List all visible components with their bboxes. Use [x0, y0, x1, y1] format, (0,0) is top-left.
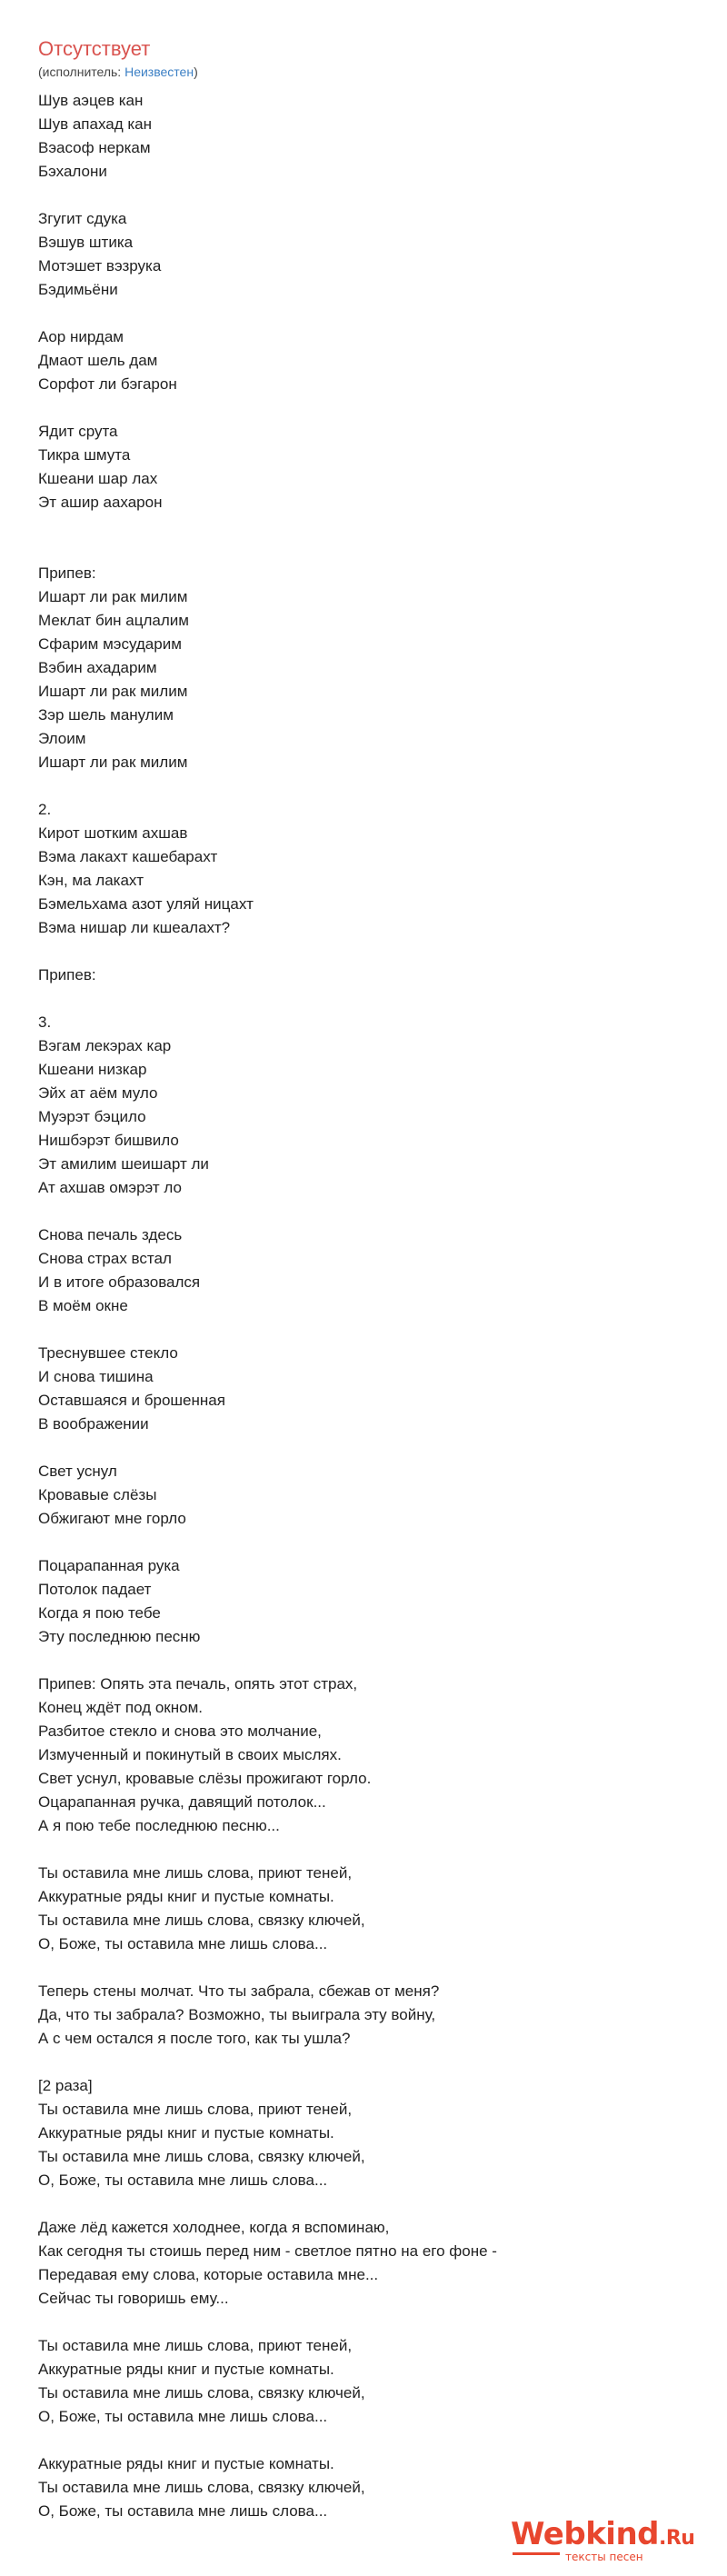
- lyric-line: Ты оставила мне лишь слова, связку ключей,: [38, 2479, 365, 2496]
- lyric-line: Вэасоф неркам: [38, 139, 151, 156]
- lyric-line: Згугит сдука: [38, 210, 127, 227]
- lyric-line: Эт ашир аахарон: [38, 494, 163, 511]
- lyrics-text: [38, 89, 692, 2523]
- lyric-line: Аккуратные ряды книг и пустые комнаты.: [38, 2361, 334, 2378]
- lyric-line: Даже лёд кажется холоднее, когда я вспоминаю,: [38, 2219, 390, 2236]
- artist-suffix: ): [194, 65, 198, 79]
- lyric-blank-line: [38, 302, 692, 325]
- lyric-line: Ишарт ли рак милим: [38, 754, 188, 771]
- lyric-line: Ты оставила мне лишь слова, связку ключей,: [38, 1912, 365, 1929]
- lyric-line: Бэхалони: [38, 163, 107, 180]
- lyric-line: Муэрэт бэцило: [38, 1108, 146, 1125]
- lyric-line: Вэма лакахт кашебарахт: [38, 848, 218, 865]
- lyric-line: Треснувшее стекло: [38, 1344, 178, 1362]
- lyric-line: Аккуратные ряды книг и пустые комнаты.: [38, 1888, 334, 1905]
- lyric-line: Шув апахад кан: [38, 115, 153, 133]
- lyric-line: Припев:: [38, 966, 96, 983]
- lyric-line: Снова страх встал: [38, 1250, 172, 1267]
- lyric-blank-line: [38, 1200, 692, 1223]
- lyric-line: О, Боже, ты оставила мне лишь слова...: [38, 1935, 328, 1952]
- lyric-blank-line: [38, 2311, 692, 2334]
- lyric-line: О, Боже, ты оставила мне лишь слова...: [38, 2172, 328, 2189]
- lyric-line: Ты оставила мне лишь слова, связку ключей,: [38, 2148, 365, 2165]
- lyric-line: Сейчас ты говоришь ему...: [38, 2290, 229, 2307]
- lyric-line: Кэн, ма лакахт: [38, 872, 144, 889]
- lyric-line: Теперь стены молчат. Что ты забрала, сбежав от меня?: [38, 1982, 440, 2000]
- lyric-line: Кшеани шар лах: [38, 470, 158, 487]
- lyric-line: 2.: [38, 801, 52, 818]
- lyric-line: Свет уснул: [38, 1463, 117, 1480]
- lyric-blank-line: [38, 396, 692, 420]
- artist-line: [38, 64, 692, 80]
- lyric-blank-line: [38, 1531, 692, 1554]
- lyric-line: И в итоге образовался: [38, 1273, 201, 1291]
- lyric-line: Ты оставила мне лишь слова, связку ключей,: [38, 2384, 365, 2401]
- lyric-line: В воображении: [38, 1415, 149, 1433]
- lyric-line: Аор нирдам: [38, 328, 124, 345]
- site-logo[interactable]: [511, 2516, 711, 2563]
- lyric-blank-line: [38, 538, 692, 562]
- logo-tagline: тексты песен: [565, 2551, 643, 2563]
- lyric-line: О, Боже, ты оставила мне лишь слова...: [38, 2502, 328, 2520]
- lyric-blank-line: [38, 1838, 692, 1862]
- lyric-line: Мотэшет вэзрука: [38, 257, 162, 275]
- lyric-line: Оцарапанная ручка, давящий потолок...: [38, 1793, 326, 1811]
- lyric-line: Сфарим мэсударим: [38, 635, 182, 653]
- lyric-line: Кровавые слёзы: [38, 1486, 157, 1503]
- logo-underline: [513, 2552, 560, 2555]
- lyric-blank-line: [38, 1436, 692, 1460]
- lyric-line: Сорфот ли бэгарон: [38, 375, 177, 393]
- lyric-line: Потолок падает: [38, 1581, 152, 1598]
- lyric-blank-line: [38, 2429, 692, 2452]
- lyric-line: Тикра шмута: [38, 446, 131, 464]
- lyric-line: Эйх ат аём муло: [38, 1084, 158, 1102]
- lyric-line: Эту последнюю песню: [38, 1628, 201, 1645]
- lyric-line: Ишарт ли рак милим: [38, 683, 188, 700]
- lyric-line: А я пою тебе последнюю песню...: [38, 1817, 280, 1834]
- lyric-blank-line: [38, 2192, 692, 2216]
- lyric-line: Бэдимьёни: [38, 281, 118, 298]
- lyrics-page: [38, 36, 692, 2523]
- lyric-line: Зэр шель манулим: [38, 706, 174, 724]
- lyric-blank-line: [38, 184, 692, 207]
- logo-name: Webkind: [511, 2516, 659, 2552]
- lyric-line: Вэшув штика: [38, 234, 134, 251]
- lyric-line: А с чем остался я после того, как ты ушла?: [38, 2030, 351, 2047]
- lyric-line: Ишарт ли рак милим: [38, 588, 188, 605]
- lyric-line: Нишбэрэт бишвило: [38, 1132, 179, 1149]
- lyric-line: Ат ахшав омэрэт ло: [38, 1179, 182, 1196]
- lyric-line: Измученный и покинутый в своих мыслях.: [38, 1746, 342, 1763]
- lyric-blank-line: [38, 987, 692, 1011]
- lyric-line: Припев:: [38, 564, 96, 582]
- lyric-line: Аккуратные ряды книг и пустые комнаты.: [38, 2124, 334, 2142]
- lyric-line: [2 раза]: [38, 2077, 93, 2094]
- lyric-line: Свет уснул, кровавые слёзы прожигают горло.: [38, 1770, 372, 1787]
- lyric-line: Снова печаль здесь: [38, 1226, 183, 1243]
- lyric-line: Разбитое стекло и снова это молчание,: [38, 1722, 322, 1740]
- lyric-line: И снова тишина: [38, 1368, 154, 1385]
- lyric-line: Ты оставила мне лишь слова, приют теней,: [38, 1864, 353, 1882]
- lyric-line: Припев: Опять эта печаль, опять этот страх,: [38, 1675, 358, 1692]
- lyric-line: О, Боже, ты оставила мне лишь слова...: [38, 2408, 328, 2425]
- lyric-line: Как сегодня ты стоишь перед ним - светлое пятно на его фоне -: [38, 2242, 497, 2260]
- lyric-line: Шув аэцев кан: [38, 92, 144, 109]
- lyric-line: Конец ждёт под окном.: [38, 1699, 203, 1716]
- lyric-line: Ты оставила мне лишь слова, приют теней,: [38, 2101, 353, 2118]
- lyric-line: Оставшаяся и брошенная: [38, 1392, 225, 1409]
- lyric-blank-line: [38, 1318, 692, 1342]
- lyric-blank-line: [38, 514, 692, 538]
- lyric-line: Обжигают мне горло: [38, 1510, 186, 1527]
- logo-tld: .Ru: [659, 2527, 695, 2550]
- lyric-line: Вэма нишар ли кшеалахт?: [38, 919, 231, 936]
- lyric-line: Вэгам лекэрах кар: [38, 1037, 172, 1054]
- lyric-line: Вэбин ахадарим: [38, 659, 157, 676]
- lyric-line: Дмаот шель дам: [38, 352, 158, 369]
- lyric-line: Аккуратные ряды книг и пустые комнаты.: [38, 2455, 334, 2472]
- lyric-line: В моём окне: [38, 1297, 128, 1314]
- lyric-line: Меклат бин ацлалим: [38, 612, 189, 629]
- lyric-line: Да, что ты забрала? Возможно, ты выиграла эту войну,: [38, 2006, 436, 2023]
- lyric-blank-line: [38, 1649, 692, 1672]
- lyric-line: Элоим: [38, 730, 86, 747]
- lyric-line: Кирот шотким ахшав: [38, 824, 188, 842]
- lyric-line: Бэмельхама азот уляй ницахт: [38, 895, 254, 913]
- lyric-line: Когда я пою тебе: [38, 1604, 161, 1622]
- artist-link[interactable]: Неизвестен: [124, 65, 194, 79]
- lyric-line: 3.: [38, 1013, 52, 1031]
- artist-prefix: (исполнитель:: [38, 65, 125, 79]
- lyric-blank-line: [38, 1956, 692, 1980]
- lyric-blank-line: [38, 2051, 692, 2074]
- lyric-line: Ты оставила мне лишь слова, приют теней,: [38, 2337, 353, 2354]
- song-title: Отсутствует: [38, 37, 151, 60]
- lyric-line: Поцарапанная рука: [38, 1557, 180, 1574]
- lyric-blank-line: [38, 774, 692, 798]
- lyric-line: Передавая ему слова, которые оставила мне...: [38, 2266, 379, 2283]
- lyric-line: Эт амилим шеишарт ли: [38, 1155, 209, 1173]
- lyric-line: Ядит срута: [38, 423, 118, 440]
- lyric-line: Кшеани низкар: [38, 1061, 147, 1078]
- lyric-blank-line: [38, 940, 692, 964]
